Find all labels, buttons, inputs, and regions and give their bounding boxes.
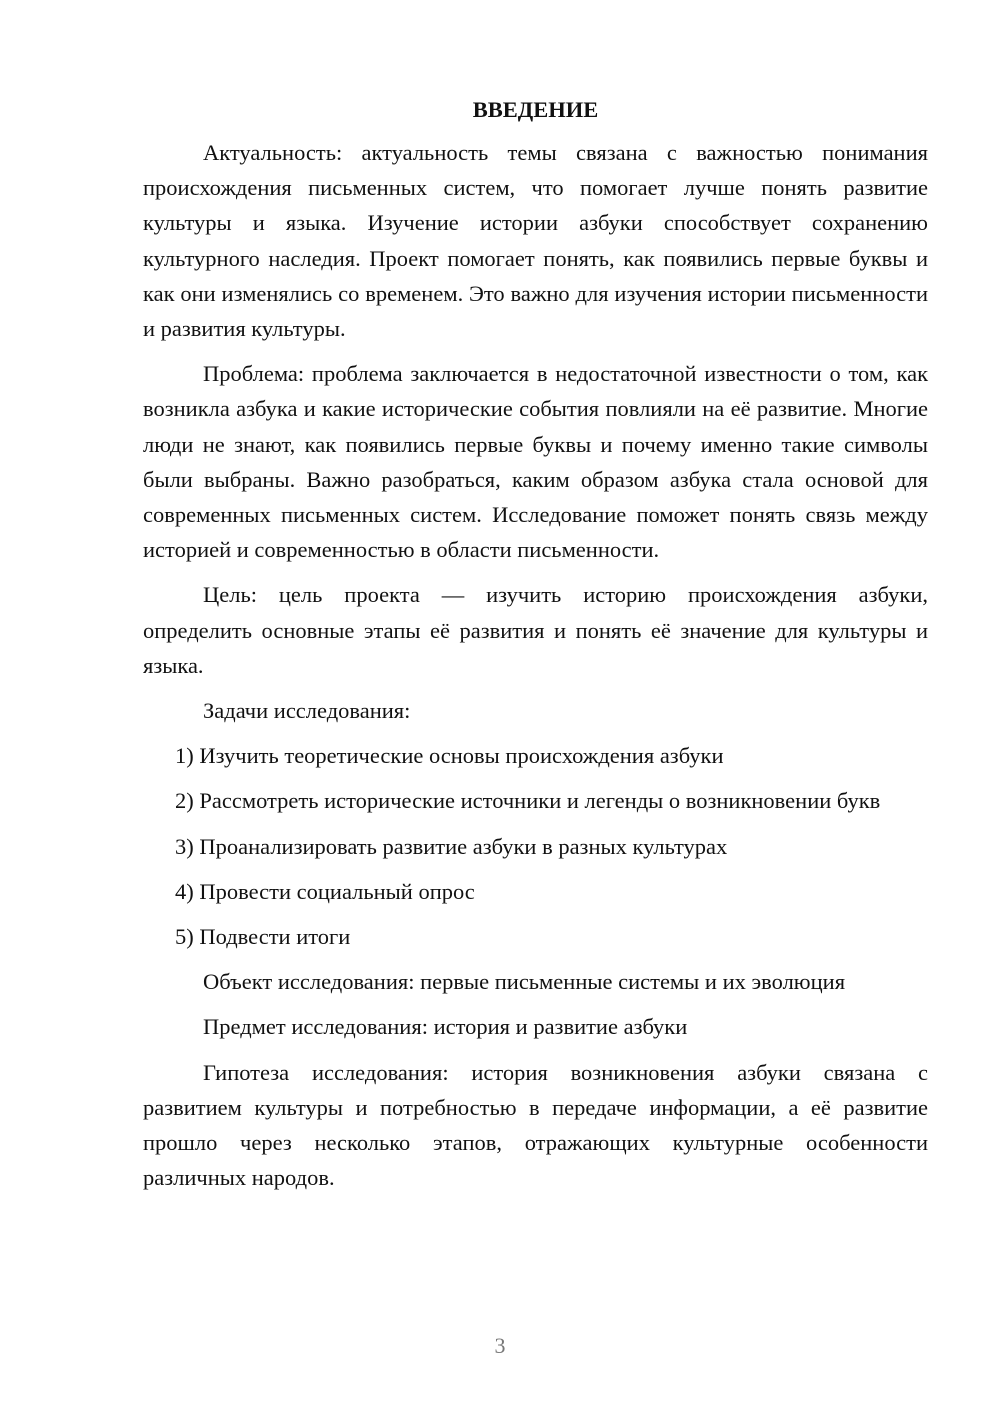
- task-item-5: 5) Подвести итоги: [175, 924, 351, 950]
- paragraph-problem: Проблема: проблема заключается в недостаточной известности о том, как возникла азбука и какие исторические события повлияли на её развитие. Многие люди не знают, как появились первые буквы и почему именно такие символы были выбраны. Важно разобраться, каким образом азбука стала основой для современных письменных систем. Исследование поможет понять связь между историей и современностью в области письменности.: [143, 361, 928, 563]
- page-number: 3: [494, 1333, 506, 1358]
- paragraph-subject: Предмет исследования: история и развитие азбуки: [203, 1014, 688, 1040]
- tasks-heading: Задачи исследования:: [203, 698, 411, 724]
- page-content: [143, 92, 928, 1195]
- task-item-2: 2) Рассмотреть исторические источники и легенды о возникновении букв: [175, 788, 881, 814]
- section-title: ВВЕДЕНИЕ: [472, 97, 599, 122]
- task-item-4: 4) Провести социальный опрос: [175, 878, 475, 904]
- paragraph-goal: Цель: цель проекта — изучить историю происхождения азбуки, определить основные этапы её развития и понять её значение для культуры и языка.: [143, 582, 928, 678]
- paragraph-relevance: Актуальность: актуальность темы связана с важностью понимания происхождения письменных систем, что помогает лучше понять развитие культуры и языка. Изучение истории азбуки способствует сохранению культурного наследия. Проект помогает понять, как появились первые буквы и как они изменялись со временем. Это важно для изучения истории письменности и развития культуры.: [143, 140, 928, 342]
- paragraph-hypothesis: Гипотеза исследования: история возникновения азбуки связана с развитием культуры и потребностью в передаче информации, а её развитие прошло через несколько этапов, отражающих культурные особенности различных народов.: [143, 1059, 928, 1191]
- task-item-3: 3) Проанализировать развитие азбуки в разных культурах: [175, 833, 728, 859]
- paragraph-object: Объект исследования: первые письменные системы и их эволюция: [203, 969, 846, 995]
- task-item-1: 1) Изучить теоретические основы происхождения азбуки: [175, 743, 724, 769]
